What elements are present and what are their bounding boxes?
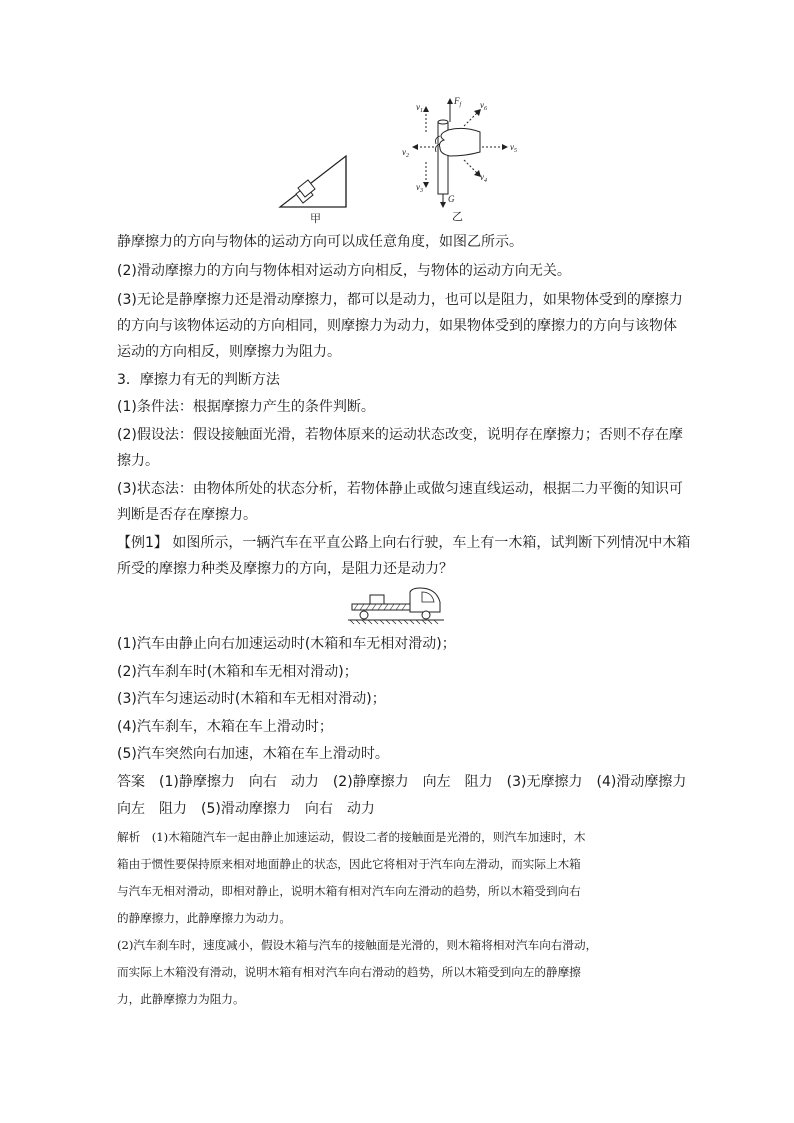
body-line: 运动的方向相反，则摩擦力为阻力。 (117, 344, 341, 360)
svg-text:v3: $v_3$ (416, 182, 423, 194)
body-line: (1)条件法：根据摩擦力产生的条件判断。 (117, 399, 375, 415)
body-line: (2)假设法：假设接触面光滑，若物体原来的运动状态改变，说明存在摩擦力；否则不存在摩 (117, 427, 683, 443)
hand-rod-diagram (402, 96, 517, 223)
svg-text:Ff: $F_f$ (454, 96, 462, 108)
svg-text:G: G (448, 194, 455, 204)
friction-figure (268, 92, 538, 228)
question-item: (5)汽车突然向右加速，木箱在车上滑动时。 (117, 746, 389, 762)
analysis-line: 的静摩擦力，此静摩擦力为动力。 (117, 911, 291, 925)
analysis-line: 而实际上木箱没有滑动，说明木箱有相对汽车向右滑动的趋势，所以木箱受到向左的静摩擦 (117, 965, 581, 979)
analysis-line: (2)汽车刹车时，速度减小，假设木箱与汽车的接触面是光滑的，则木箱将相对汽车向右滑动， (117, 938, 598, 952)
svg-text:v1: $v_1$ (416, 102, 423, 114)
question-item: (2)汽车刹车时(木箱和车无相对滑动)； (117, 664, 358, 680)
body-line: (2)滑动摩擦力的方向与物体相对运动方向相反，与物体的运动方向无关。 (117, 263, 571, 279)
example-line: 所受的摩擦力种类及摩擦力的方向，是阻力还是动力？ (117, 561, 453, 577)
analysis-line: 力，此静摩擦力为阻力。 (117, 992, 245, 1006)
body-line: (3)无论是静摩擦力还是滑动摩擦力，都可以是动力，也可以是阻力，如果物体受到的摩擦力 (117, 292, 683, 308)
example-line: 【例1】 如图所示，一辆汽车在平直公路上向右行驶，车上有一木箱，试判断下列情况中木箱 (117, 535, 691, 551)
svg-text:v5: $v_5$ (510, 142, 517, 154)
body-line: 判断是否存在摩擦力。 (117, 507, 257, 523)
analysis-line: 箱由于惯性要保持原来相对地面静止的状态，因此它将相对于汽车向左滑动，而实际上木箱 (117, 857, 581, 871)
answer-line: 向左 阻力 (5)滑动摩擦力 向右 动力 (117, 801, 375, 817)
svg-text:v2: $v_2$ (402, 147, 409, 159)
body-line: 擦力。 (117, 453, 159, 469)
section-heading: 3．摩擦力有无的判断方法 (117, 372, 280, 388)
caption-jia: 甲 (310, 213, 321, 225)
body-line: (3)状态法：由物体所处的状态分析，若物体静止或做匀速直线运动，根据二力平衡的知识可 (117, 481, 683, 497)
caption-yi: 乙 (452, 211, 463, 223)
analysis-line: 解析 (1)木箱随汽车一起由静止加速运动，假设二者的接触面是光滑的，则汽车加速时，木 (117, 830, 586, 844)
svg-text:v6: $v_6$ (480, 100, 487, 112)
answer-line: 答案 (1)静摩擦力 向右 动力 (2)静摩擦力 向左 阻力 (3)无摩擦力 (4)滑动摩擦力 (117, 774, 687, 790)
svg-text:v4: $v_4$ (480, 172, 487, 184)
truck-figure (344, 584, 448, 628)
question-item: (3)汽车匀速运动时(木箱和车无相对滑动)； (117, 691, 386, 707)
question-item: (1)汽车由静止向右加速运动时(木箱和车无相对滑动)； (117, 636, 456, 652)
body-line: 的方向与该物体运动的方向相同，则摩擦力为动力，如果物体受到的摩擦力的方向与该物体 (117, 318, 677, 334)
body-line: 静摩擦力的方向与物体的运动方向可以成任意角度，如图乙所示。 (117, 234, 523, 250)
question-item: (4)汽车刹车，木箱在车上滑动时； (117, 719, 333, 735)
incline-diagram (280, 156, 346, 225)
analysis-line: 与汽车无相对滑动，即相对静止，说明木箱有相对汽车向左滑动的趋势，所以木箱受到向右 (117, 884, 581, 898)
